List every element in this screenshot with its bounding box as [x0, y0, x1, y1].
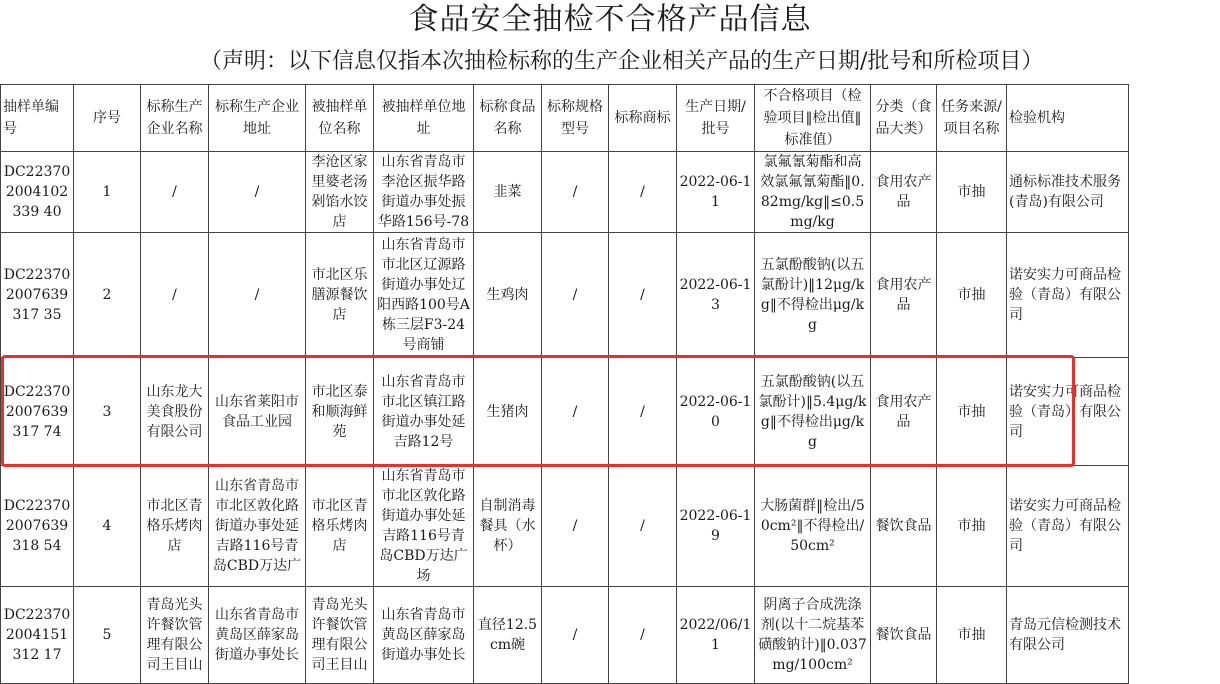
- table-row-highlighted: [1, 358, 1129, 466]
- header-cell: 标称生产企业地址: [209, 85, 306, 152]
- sample-number-cell: DC223702007639317 35: [1, 233, 74, 358]
- producer-name-cell: /: [141, 233, 209, 358]
- table-row: [1, 152, 1129, 233]
- table-row: [1, 587, 1129, 684]
- date-cell: 2022-06-10: [677, 358, 755, 466]
- task-source-cell: 市抽: [937, 587, 1007, 684]
- header-cell: 生产日期/批号: [677, 85, 755, 152]
- page-title: 食品安全抽检不合格产品信息: [408, 2, 812, 37]
- failed-item-cell: 氯氟氰菊酯和高效氯氟氰菊酯‖0.82mg/kg‖≤0.5mg/kg: [755, 152, 871, 233]
- serial-cell: 4: [74, 466, 141, 587]
- failed-item-cell: 阴离子合成洗涤剂(以十二烷基苯磺酸钠计)‖0.037mg/100cm²: [755, 587, 871, 684]
- date-cell: 2022/06/11: [677, 587, 755, 684]
- food-name-cell: 生猪肉: [474, 358, 542, 466]
- food-name-cell: 生鸡肉: [474, 233, 542, 358]
- sample-number-cell: DC223702007639317 74: [1, 358, 74, 466]
- producer-address-cell: /: [209, 152, 306, 233]
- header-cell: 检验机构: [1007, 85, 1129, 152]
- header-cell: 标称生产企业名称: [141, 85, 209, 152]
- producer-name-cell: /: [141, 152, 209, 233]
- header-cell: 抽样单编号: [1, 85, 74, 152]
- sampled-unit-cell: 青岛光头许餐饮管理有限公司王目山: [306, 587, 374, 684]
- sample-number-cell: DC223702004151312 17: [1, 587, 74, 684]
- producer-name-cell: 青岛光头许餐饮管理有限公司王目山: [141, 587, 209, 684]
- date-cell: 2022-06-13: [677, 233, 755, 358]
- failed-item-cell: 五氯酚酸钠(以五氯酚计)‖12μg/kg‖不得检出μg/kg: [755, 233, 871, 358]
- sampled-address-cell: 山东省青岛市市北区镇江路街道办事处延吉路12号: [374, 358, 474, 466]
- sampled-unit-cell: 市北区泰和顺海鲜苑: [306, 358, 374, 466]
- producer-address-cell: 山东省青岛市黄岛区薛家岛街道办事处长: [209, 587, 306, 684]
- brand-cell: /: [609, 587, 677, 684]
- producer-address-cell: /: [209, 233, 306, 358]
- food-name-cell: 直径12.5cm碗: [474, 587, 542, 684]
- table-row: [1, 233, 1129, 358]
- date-cell: 2022-06-11: [677, 152, 755, 233]
- producer-name-cell: 山东龙大美食股份有限公司: [141, 358, 209, 466]
- serial-cell: 5: [74, 587, 141, 684]
- brand-cell: /: [609, 466, 677, 587]
- disclaimer-subtitle: （声明：以下信息仅指本次抽检标称的生产企业相关产品的生产日期/批号和所检项目）: [200, 49, 1044, 74]
- date-cell: 2022-06-19: [677, 466, 755, 587]
- producer-address-cell: 山东省青岛市市北区敦化路街道办事处延吉路116号青岛CBD万达广: [209, 466, 306, 587]
- agency-cell: 诺安实力可商品检验（青岛）有限公司: [1007, 466, 1129, 587]
- sampled-unit-cell: 李沧区家里婆老汤剁馅水饺店: [306, 152, 374, 233]
- header-cell: 标称食品名称: [474, 85, 542, 152]
- serial-cell: 1: [74, 152, 141, 233]
- brand-cell: /: [609, 233, 677, 358]
- producer-address-cell: 山东省莱阳市食品工业园: [209, 358, 306, 466]
- category-cell: 食用农产品: [871, 358, 937, 466]
- results-table: [0, 84, 1129, 684]
- header-cell: 被抽样单位地址: [374, 85, 474, 152]
- header-cell: 任务来源/项目名称: [937, 85, 1007, 152]
- header-cell: 序号: [74, 85, 141, 152]
- food-name-cell: 自制消毒餐具（水杯）: [474, 466, 542, 587]
- category-cell: 餐饮食品: [871, 587, 937, 684]
- task-source-cell: 市抽: [937, 466, 1007, 587]
- spec-cell: /: [542, 233, 609, 358]
- sample-number-cell: DC223702004102339 40: [1, 152, 74, 233]
- food-name-cell: 韭菜: [474, 152, 542, 233]
- sampled-address-cell: 山东省青岛市市北区辽源路街道办事处辽阳西路100号A栋三层F3-24号商铺: [374, 233, 474, 358]
- agency-cell: 通标标准技术服务(青岛)有限公司: [1007, 152, 1129, 233]
- table-header-row: [1, 85, 1129, 152]
- sampled-unit-cell: 市北区乐膳源餐饮店: [306, 233, 374, 358]
- task-source-cell: 市抽: [937, 358, 1007, 466]
- spec-cell: /: [542, 587, 609, 684]
- table-row: [1, 466, 1129, 587]
- sampled-address-cell: 山东省青岛市黄岛区薛家岛街道办事处长: [374, 587, 474, 684]
- failed-item-cell: 五氯酚酸钠(以五氯酚计)‖5.4μg/kg‖不得检出μg/kg: [755, 358, 871, 466]
- spec-cell: /: [542, 358, 609, 466]
- serial-cell: 2: [74, 233, 141, 358]
- sampled-unit-cell: 市北区青格乐烤肉店: [306, 466, 374, 587]
- sampled-address-cell: 山东省青岛市李沧区振华路街道办事处振华路156号-78: [374, 152, 474, 233]
- spec-cell: /: [542, 152, 609, 233]
- header-cell: 标称商标: [609, 85, 677, 152]
- category-cell: 食用农产品: [871, 233, 937, 358]
- sample-number-cell: DC223702007639318 54: [1, 466, 74, 587]
- header-cell: 不合格项目（检验项目‖检出值‖标准值）: [755, 85, 871, 152]
- serial-cell: 3: [74, 358, 141, 466]
- spec-cell: /: [542, 466, 609, 587]
- task-source-cell: 市抽: [937, 152, 1007, 233]
- category-cell: 食用农产品: [871, 152, 937, 233]
- brand-cell: /: [609, 152, 677, 233]
- agency-cell: 诺安实力可商品检验（青岛）有限公司: [1007, 233, 1129, 358]
- producer-name-cell: 市北区青格乐烤肉店: [141, 466, 209, 587]
- agency-cell: 诺安实力可商品检验（青岛）有限公司: [1007, 358, 1129, 466]
- category-cell: 餐饮食品: [871, 466, 937, 587]
- header-cell: 分类（食品大类）: [871, 85, 937, 152]
- brand-cell: /: [609, 358, 677, 466]
- task-source-cell: 市抽: [937, 233, 1007, 358]
- agency-cell: 青岛元信检测技术有限公司: [1007, 587, 1129, 684]
- failed-item-cell: 大肠菌群‖检出/50cm²‖不得检出/50cm²: [755, 466, 871, 587]
- header-cell: 标称规格型号: [542, 85, 609, 152]
- header-cell: 被抽样单位名称: [306, 85, 374, 152]
- sampled-address-cell: 山东省青岛市市北区敦化路街道办事处延吉路116号青岛CBD万达广场: [374, 466, 474, 587]
